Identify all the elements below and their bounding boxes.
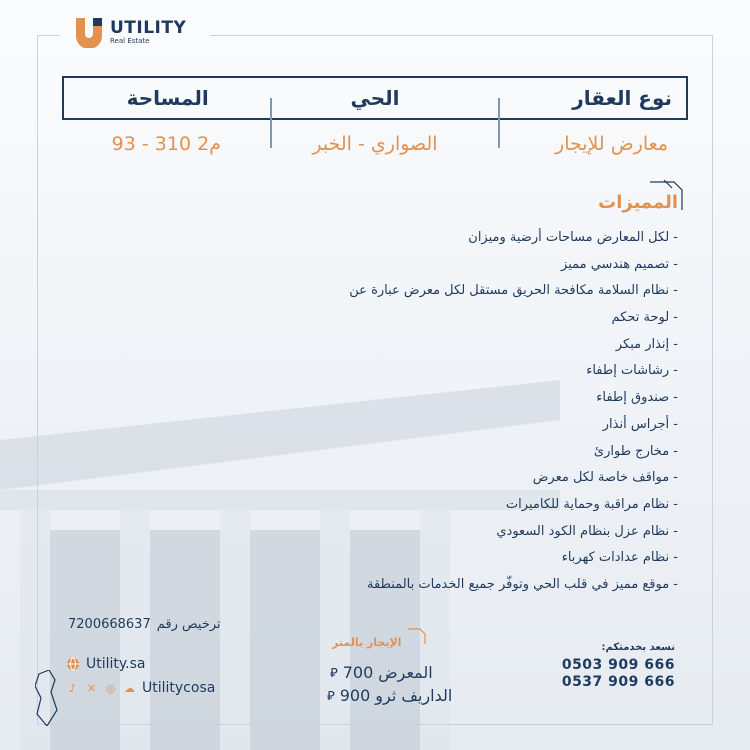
rent-price: 900 (339, 686, 371, 705)
feature-item: - إنذار مبكر (258, 332, 678, 359)
phone-number[interactable]: 0537 909 666 (561, 674, 675, 690)
header-area: المساحة (126, 86, 209, 110)
social-handle[interactable]: Utilitycosa (142, 680, 216, 696)
brand-name: UTILITY (110, 17, 187, 38)
value-area: 93 - 310 م2 (111, 133, 221, 155)
riyal-icon: ⃁ (330, 666, 338, 681)
contact-title: نسعد بخدمتكم: (601, 642, 675, 653)
feature-item: - نظام عدادات كهرباء (258, 545, 678, 572)
tiktok-icon[interactable]: ♪ (68, 681, 77, 695)
license-info (68, 617, 221, 632)
website-link[interactable]: Utility.sa (86, 656, 146, 672)
header-property-type: نوع العقار (572, 86, 672, 110)
website-row[interactable] (66, 656, 146, 672)
feature-item: - موقع مميز في قلب الحي وتوفّر جميع الخدمات بالمنطقة (258, 572, 678, 599)
feature-item: - نظام السلامة مكافحة الحريق مستقل لكل معرض عبارة عن (258, 278, 678, 305)
snapchat-icon[interactable]: ☁ (124, 681, 135, 695)
rent-line-drivethru (327, 686, 452, 705)
x-icon[interactable]: ✕ (86, 681, 97, 695)
rent-line-showroom (330, 663, 433, 682)
feature-item: - صندوق إطفاء (258, 385, 678, 412)
corner-bracket-icon (408, 628, 426, 644)
license-label: ترخيص رقم (156, 617, 221, 632)
rent-label: الداريف ثرو (375, 686, 453, 705)
property-table-header (62, 76, 688, 120)
globe-icon (66, 657, 80, 671)
property-table-values (62, 128, 688, 160)
feature-item: - تصميم هندسي مميز (258, 252, 678, 279)
feature-item: - نظام مراقبة وحماية للكاميرات (258, 492, 678, 519)
rent-label: المعرض (378, 663, 433, 682)
value-district: الصواري - الخبر (312, 133, 438, 155)
rent-price: 700 (342, 663, 374, 682)
social-row (66, 680, 215, 696)
feature-item: - أجراس أنذار (258, 412, 678, 439)
rent-title: الإيجار بالمتر (332, 636, 402, 649)
brand-logo (74, 16, 186, 48)
feature-item: - مخارج طوارئ (258, 439, 678, 466)
license-number: 7200668637 (68, 617, 151, 632)
feature-item: - مواقف خاصة لكل معرض (258, 465, 678, 492)
features-title: المميزات (598, 192, 678, 213)
features-list (258, 225, 678, 599)
feature-item: - لوحة تحكم (258, 305, 678, 332)
feature-item: - نظام عزل بنظام الكود السعودي (258, 519, 678, 546)
brand-subtitle: Real Estate (110, 36, 150, 45)
header-district: الحي (350, 86, 400, 110)
phone-number[interactable]: 0503 909 666 (561, 657, 675, 673)
map-outline-icon (35, 670, 59, 726)
feature-item: - رشاشات إطفاء (258, 358, 678, 385)
utility-logo-icon (74, 16, 104, 48)
instagram-icon[interactable]: ◎ (105, 681, 116, 695)
value-property-type: معارض للإيجار (555, 133, 668, 155)
riyal-icon: ⃁ (327, 689, 335, 704)
feature-item: - لكل المعارض مساحات أرضية وميزان (258, 225, 678, 252)
